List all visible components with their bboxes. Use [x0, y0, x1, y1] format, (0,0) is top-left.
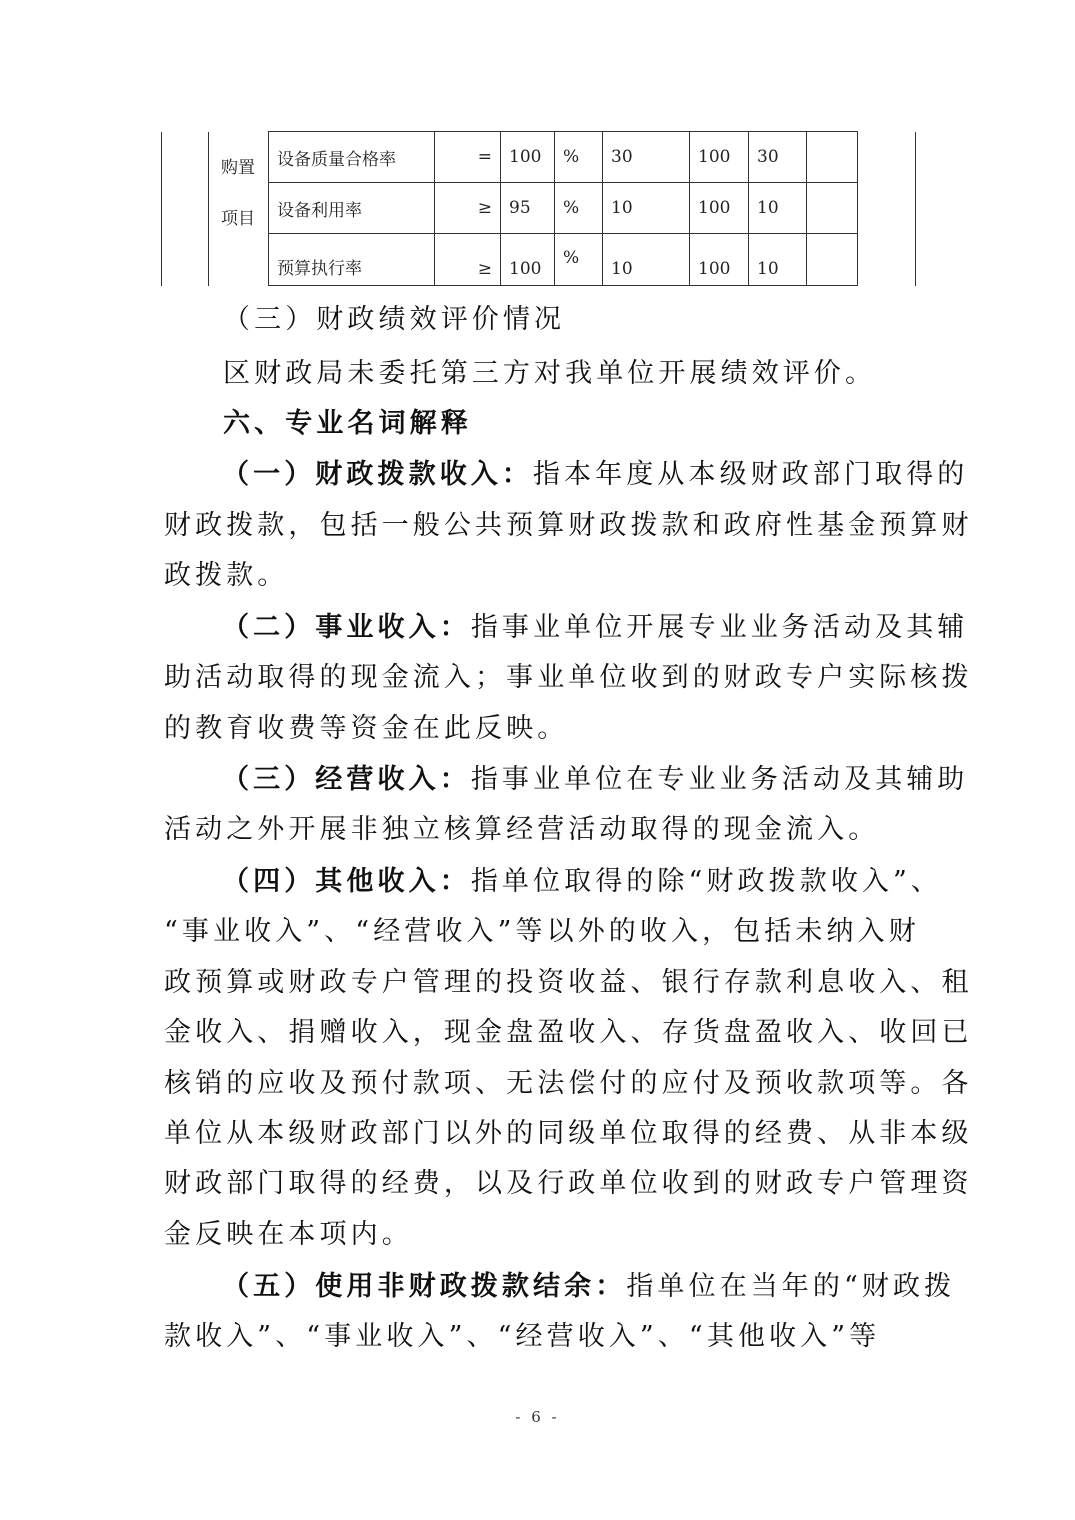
term-2-line1: [222, 605, 968, 644]
score-cell: 30: [749, 132, 807, 183]
target-cell: 100: [501, 132, 555, 183]
actual-cell: 100: [690, 183, 749, 234]
category-label-line1: 购置: [221, 158, 255, 178]
term-5-line1: [222, 1264, 955, 1303]
target-cell: 100: [501, 234, 555, 286]
term-2-text: 指事业单位开展专业业务活动及其辅: [470, 612, 969, 643]
indicator-cell: 设备质量合格率: [269, 132, 435, 183]
term-4-label: （四）其他收入：: [222, 866, 471, 897]
term-2-line3: 的教育收费等资金在此反映。: [164, 713, 569, 744]
weight-cell: 10: [603, 183, 690, 234]
term-4-text: 指单位取得的除“财政拨款收入”、: [470, 866, 943, 897]
indicator-cell: 预算执行率: [269, 234, 435, 286]
term-4-line2: “事业收入”、“经营收入”等以外的收入，包括未纳入财: [164, 916, 920, 947]
operator-cell: ≥: [435, 183, 501, 234]
performance-table: [161, 131, 916, 286]
term-2-label: （二）事业收入：: [222, 612, 471, 643]
table-row: [162, 132, 916, 183]
section3-heading: （三）财政绩效评价情况: [223, 304, 566, 335]
page-number: - 6 -: [515, 1408, 560, 1426]
term-3-line2: 活动之外开展非独立核算经营活动取得的现金流入。: [164, 814, 880, 845]
term-3-label: （三）经营收入：: [222, 764, 471, 795]
actual-cell: 100: [690, 132, 749, 183]
term-2-line2: 助活动取得的现金流入；事业单位收到的财政专户实际核拨: [164, 662, 973, 693]
term-1-line1: [222, 452, 968, 491]
target-cell: 95: [501, 183, 555, 234]
term-4-line6: 单位从本级财政部门以外的同级单位取得的经费、从非本级: [164, 1118, 973, 1149]
term-5-text: 指单位在当年的“财政拨: [626, 1271, 956, 1302]
unit-cell: %: [555, 183, 603, 234]
unit-cell: %: [555, 234, 603, 286]
term-3-line1: [222, 757, 968, 796]
table-row: [162, 183, 916, 234]
empty-cell: [807, 132, 858, 183]
weight-cell: 10: [603, 234, 690, 286]
section6-heading: 六、专业名词解释: [223, 408, 472, 439]
term-4-line5: 核销的应收及预付款项、无法偿付的应付及预收款项等。各: [164, 1068, 973, 1099]
section3-text: 区财政局未委托第三方对我单位开展绩效评价。: [223, 358, 877, 389]
operator-cell: ≥: [435, 234, 501, 286]
term-1-line3: 政拨款。: [164, 560, 289, 591]
term-1-text: 指本年度从本级财政部门取得的: [533, 459, 969, 490]
unit-cell: %: [555, 132, 603, 183]
term-1-line2: 财政拨款，包括一般公共预算财政拨款和政府性基金预算财: [164, 510, 973, 541]
weight-cell: 30: [603, 132, 690, 183]
term-4-line3: 政预算或财政专户管理的投资收益、银行存款利息收入、租: [164, 967, 973, 998]
term-5-line2: 款收入”、“事业收入”、“经营收入”、“其他收入”等: [164, 1321, 881, 1352]
term-4-line1: [222, 859, 942, 898]
score-cell: 10: [749, 183, 807, 234]
blank-cell: [162, 132, 209, 286]
term-4-line8: 金反映在本项内。: [164, 1219, 413, 1250]
category-label-line2: 项目: [221, 209, 255, 229]
actual-cell: 100: [690, 234, 749, 286]
table-row: [162, 234, 916, 286]
empty-cell: [807, 234, 858, 286]
term-4-line4: 金收入、捐赠收入，现金盘盈收入、存货盘盈收入、收回已: [164, 1017, 973, 1048]
term-1-label: （一）财政拨款收入：: [222, 459, 533, 490]
indicator-cell: 设备利用率: [269, 183, 435, 234]
score-cell: 10: [749, 234, 807, 286]
term-4-line7: 财政部门取得的经费，以及行政单位收到的财政专户管理资: [164, 1168, 973, 1199]
blank-cell: [858, 132, 916, 286]
empty-cell: [807, 183, 858, 234]
term-3-text: 指事业单位在专业业务活动及其辅助: [470, 764, 969, 795]
term-5-label: （五）使用非财政拨款结余：: [222, 1271, 627, 1302]
operator-cell: =: [435, 132, 501, 183]
